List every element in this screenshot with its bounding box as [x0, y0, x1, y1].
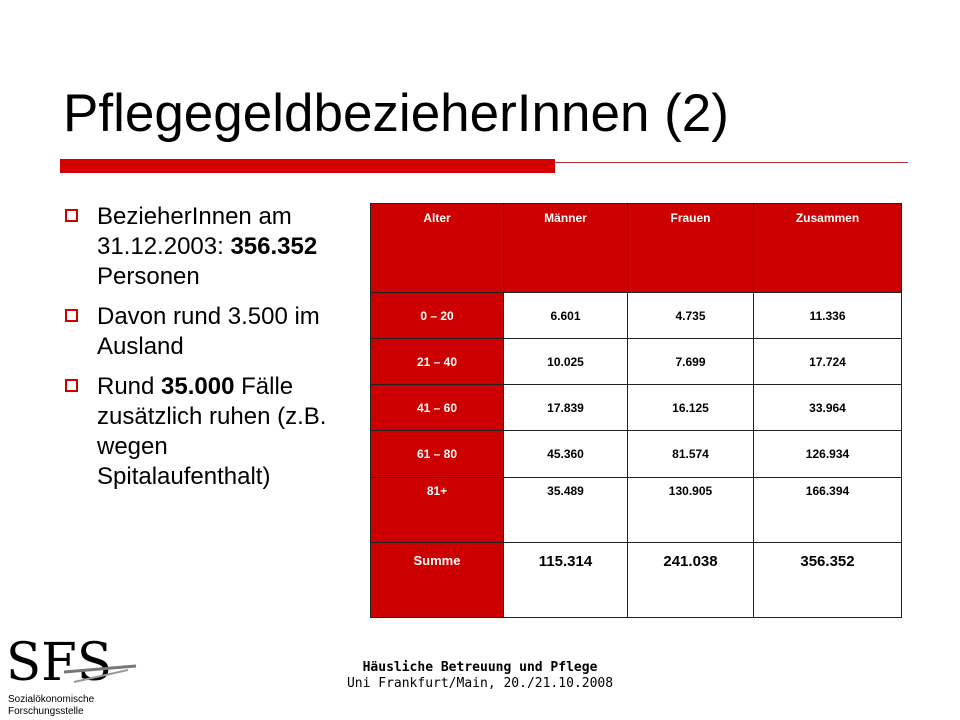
table-row — [371, 385, 902, 431]
table-header-row — [371, 204, 902, 293]
title-rule-thick — [60, 159, 555, 173]
total-cell: 126.934 — [754, 431, 902, 477]
bullet-text: Personen — [97, 263, 200, 290]
age-cell: 61 – 80 — [371, 431, 504, 477]
bullet-item — [62, 302, 342, 362]
sfs-logo-text: SFS — [6, 633, 112, 693]
women-cell: 7.699 — [628, 339, 754, 385]
total-cell: 166.394 — [754, 477, 902, 542]
women-cell: 16.125 — [628, 385, 754, 431]
age-cell: 21 – 40 — [371, 339, 504, 385]
total-cell: 33.964 — [754, 385, 902, 431]
men-cell: 10.025 — [504, 339, 628, 385]
bullet-text: Davon rund 3.500 im Ausland — [97, 303, 320, 360]
logo-subtitle — [8, 694, 94, 718]
sum-men-cell: 115.314 — [504, 542, 628, 618]
women-cell: 81.574 — [628, 431, 754, 477]
bullet-bold: 356.352 — [230, 233, 318, 260]
logo-subtitle-line: Forschungsstelle — [8, 706, 84, 717]
table-sum-row — [371, 542, 902, 618]
age-cell: 81+ — [371, 477, 504, 542]
age-cell: 0 – 20 — [371, 293, 504, 339]
bullet-bold: 35.000 — [161, 373, 235, 400]
total-cell: 17.724 — [754, 339, 902, 385]
header-cell-age: Alter — [371, 204, 504, 293]
men-cell: 45.360 — [504, 431, 628, 477]
footer-event: Uni Frankfurt/Main, 20./21.10.2008 — [346, 676, 614, 691]
bullet-text: Rund — [97, 373, 162, 400]
bullet-text: Fälle zusätzlich ruhen (z.B. wegen Spitalaufenthalt) — [97, 373, 327, 490]
square-bullet-icon — [65, 309, 78, 322]
square-bullet-icon — [65, 379, 78, 392]
total-cell: 11.336 — [754, 293, 902, 339]
sum-women-cell: 241.038 — [628, 542, 754, 618]
sfs-logo-graphic — [4, 630, 144, 694]
square-bullet-icon — [65, 209, 78, 222]
sum-label-cell: Summe — [371, 542, 504, 618]
women-cell: 4.735 — [628, 293, 754, 339]
men-cell: 6.601 — [504, 293, 628, 339]
sum-total-cell: 356.352 — [754, 542, 902, 618]
table-row — [371, 431, 902, 477]
header-cell-women: Frauen — [628, 204, 754, 293]
table-row — [371, 477, 902, 542]
men-cell: 35.489 — [504, 477, 628, 542]
sfs-logo — [4, 630, 144, 720]
bullet-item — [62, 372, 342, 492]
age-cell: 41 – 60 — [371, 385, 504, 431]
footer — [300, 660, 660, 692]
slide-title: PflegegeldbezieherInnen (2) — [63, 84, 729, 143]
logo-subtitle-line: Sozialökonomische — [8, 694, 95, 705]
men-cell: 17.839 — [504, 385, 628, 431]
data-table — [370, 203, 902, 618]
bullet-list — [62, 202, 342, 502]
footer-title: Häusliche Betreuung und Pflege — [362, 660, 598, 675]
women-cell: 130.905 — [628, 477, 754, 542]
table-row — [371, 339, 902, 385]
header-cell-men: Männer — [504, 204, 628, 293]
table-row — [371, 293, 902, 339]
bullet-text: BezieherInnen am 31.12.2003: — [97, 203, 292, 260]
header-cell-total: Zusammen — [754, 204, 902, 293]
bullet-item — [62, 202, 342, 292]
